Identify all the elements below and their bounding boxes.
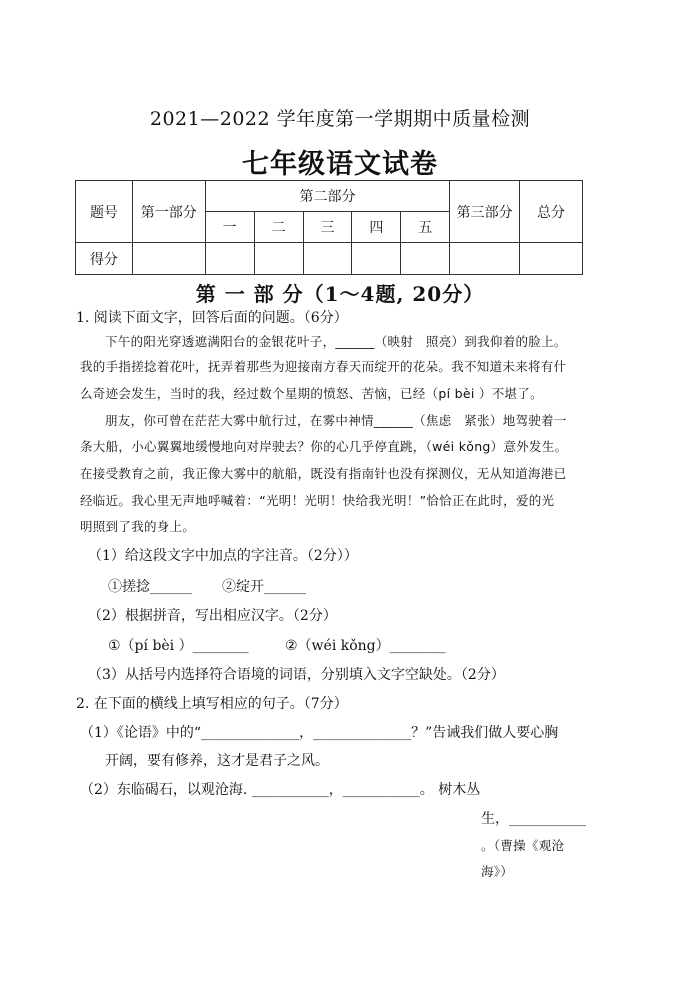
header-part2: 第二部分 — [205, 181, 450, 212]
q1-stem: 1. 阅读下面文字，回答后面的问题。（6分） — [76, 310, 348, 326]
score-cell[interactable] — [205, 243, 254, 275]
score-cell[interactable] — [352, 243, 401, 275]
header-sub-5: 五 — [401, 212, 450, 243]
row-defen-label: 得分 — [76, 243, 133, 275]
q2-sub1-line1[interactable]: （1）《论语》中的“______________，______________？”告诫我们做人要心胸 — [80, 725, 559, 741]
exam-title: 2021—2022 学年度第一学期期中质量检测 — [149, 108, 531, 130]
passage-line: 条大船，小心翼翼地缓慢地向对岸驶去？你的心几乎停直跳，（wéi kǒng）意外发生。 — [80, 439, 568, 454]
header-sub-1: 一 — [205, 212, 254, 243]
header-sub-4: 四 — [352, 212, 401, 243]
q2-sub2-line3: 。（曹操《观沧 — [481, 838, 565, 853]
q1-sub3: （3）从括号内选择符合语境的词语，分别填入文字空缺处。（2分） — [88, 667, 505, 683]
q1-sub2-item1[interactable]: ①（pí bèi ）________ — [108, 638, 249, 654]
passage-line: 在接受教育之前，我正像大雾中的航船，既没有指南针也没有探测仪，无从知道海港已 — [80, 466, 567, 481]
q1-sub1: （1）给这段文字中加点的字注音。（2分）） — [88, 548, 358, 564]
header-sub-2: 二 — [254, 212, 303, 243]
q2-stem: 2. 在下面的横线上填写相应的句子。（7分） — [76, 696, 348, 712]
score-cell[interactable] — [132, 243, 205, 275]
score-cell[interactable] — [303, 243, 352, 275]
passage-line: 经临近。我心里无声地呼喊着：“光明！光明！快给我光明！”恰恰正在此时，爱的光 — [80, 493, 555, 508]
score-table — [75, 180, 583, 275]
q1-sub1-item2[interactable]: ②绽开______ — [222, 579, 306, 595]
header-sub-3: 三 — [303, 212, 352, 243]
score-cell[interactable] — [520, 243, 583, 275]
q2-sub2-line4: 海》） — [481, 864, 514, 879]
section-heading: 第 一 部 分（1～4题, 20分） — [195, 282, 485, 306]
passage-line: 我的手指搓捻着花叶，抚弄着那些为迎接南方春天而绽开的花朵。我不知道未来将有什 — [80, 359, 567, 374]
header-part3: 第三部分 — [450, 181, 520, 243]
passage-line: 朋友，你可曾在茫茫大雾中航行过，在雾中神情______（焦虑 紧张）地驾驶着一 — [105, 413, 567, 428]
header-total: 总分 — [520, 181, 583, 243]
q1-sub2: （2）根据拼音，写出相应汉字。（2分） — [88, 608, 337, 624]
q2-sub2-line2[interactable]: 生，___________ — [481, 811, 586, 827]
passage-line: 么奇迹会发生，当时的我，经过数个星期的愤怒、苦恼，已经（pí bèi ）不堪了。 — [80, 386, 543, 401]
q1-sub2-item2[interactable]: ②（wéi kǒng）________ — [285, 638, 446, 654]
score-cell[interactable] — [254, 243, 303, 275]
passage-line: 明照到了我的身上。 — [80, 519, 196, 534]
q2-sub2-line1[interactable]: （2）东临碣石，以观沧海. ___________，___________。 树木丛 — [80, 782, 481, 798]
passage-line: 下午的阳光穿透遮满阳台的金银花叶子，______（映射 照亮）到我仰着的脸上。 — [105, 334, 567, 349]
score-cell[interactable] — [401, 243, 450, 275]
subject-title: 七年级语文试卷 — [242, 149, 438, 180]
q2-sub1-line2: 开阔，要有修养，这才是君子之风。 — [105, 753, 329, 769]
header-tihao: 题号 — [76, 181, 133, 243]
header-part1: 第一部分 — [132, 181, 205, 243]
score-cell[interactable] — [450, 243, 520, 275]
q1-sub1-item1[interactable]: ①搓捻______ — [108, 579, 192, 595]
